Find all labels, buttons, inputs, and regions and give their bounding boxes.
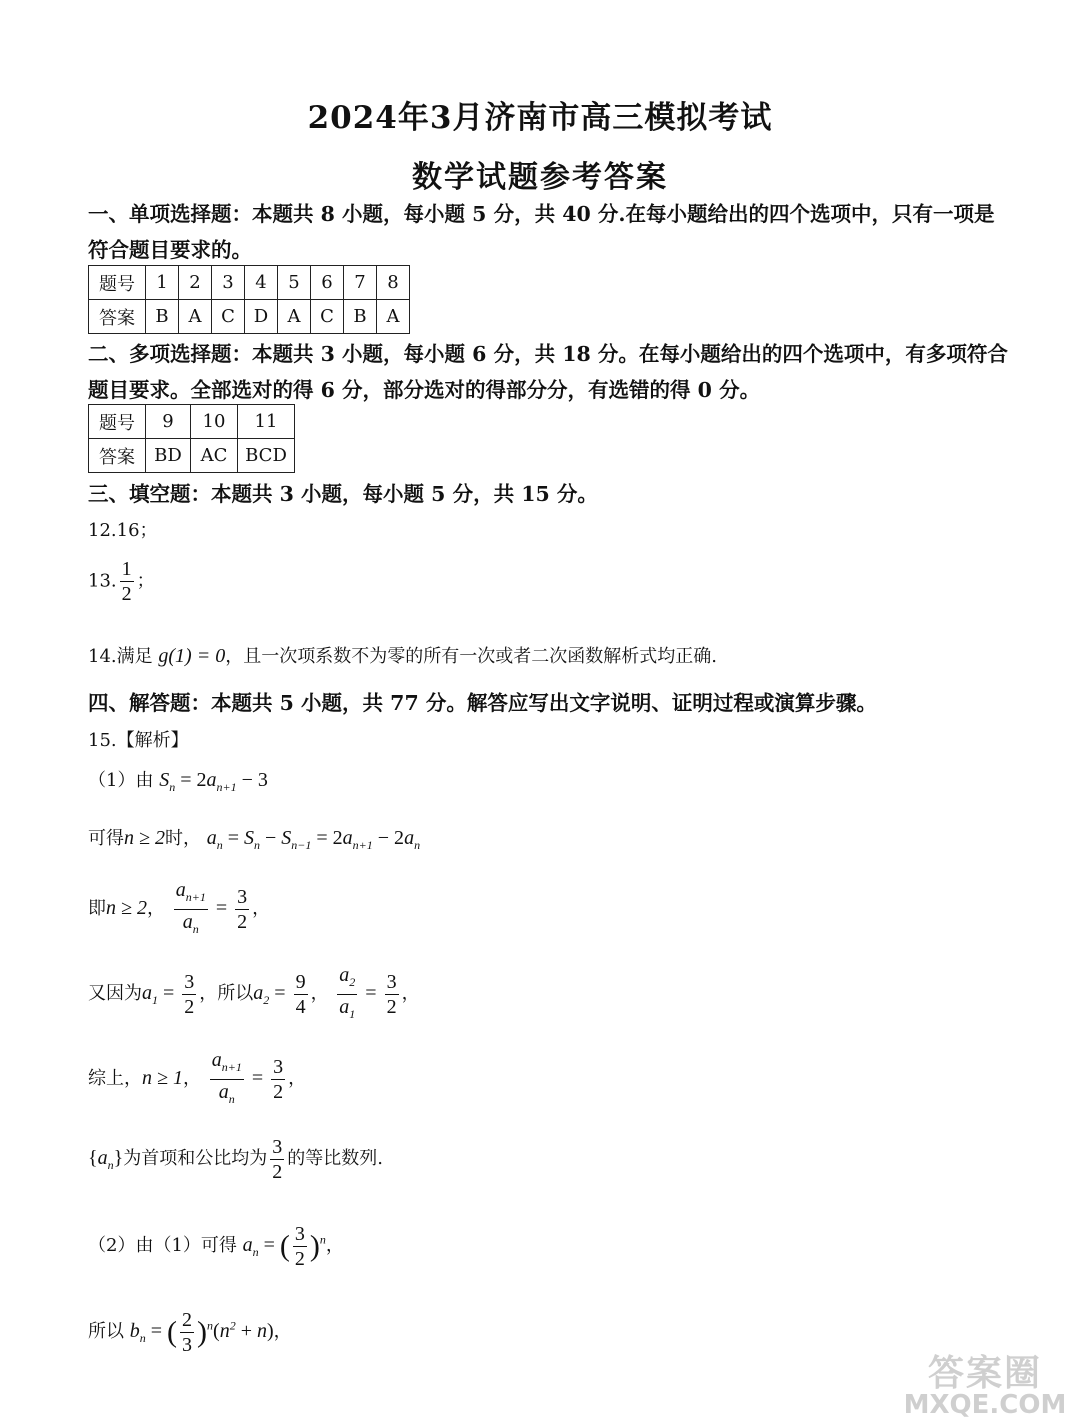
answer-cell: B xyxy=(344,300,377,334)
solution-line-2: 可得n ≥ 2时， $a_n = S_n - S_{n-1} = 2a_{n+1} - 2a_n$ xyxy=(88,827,421,852)
answer-cell: C xyxy=(311,300,344,334)
answer-12: 12.16； xyxy=(88,520,158,541)
row-label: 答案 xyxy=(89,300,146,334)
q15-title: 15.【解析】 xyxy=(88,730,189,751)
solution-line-4: 又因为$a_1$ = $\frac{3}{2}$ ，所以$a_2$ = $\frac{9}{4}$ ， $\frac{a_2}{a_1}$ = $\frac{3}{2}$ ， xyxy=(88,964,420,1021)
answer-cell: B xyxy=(146,300,179,334)
solution-line-5: 综上，n ≥ 1， $\frac{a_{n+1}}{a_n}$ = $\frac{3}{2}$ ， xyxy=(88,1049,307,1106)
solution-line-8: 所以 $b_n$ = ( $\frac{2}{3}$ )$^n(n^2 + n)$， xyxy=(88,1309,292,1356)
page-title: 2024年3月济南市高三模拟考试 xyxy=(307,100,773,136)
question-number: 3 xyxy=(212,266,245,300)
section1-answer-table xyxy=(88,265,410,334)
section3-heading: 三、填空题：本题共 3 小题，每小题 5 分，共 15 分。 xyxy=(88,482,598,506)
answer-13: 13. $\frac{1}{2}$ ； xyxy=(88,558,155,605)
answer-14: 14.满足 g(1) = 0，且一次项系数不为零的所有一次或者二次函数解析式均正确. xyxy=(88,645,717,667)
question-number: 4 xyxy=(245,266,278,300)
solution-line-1: （1）由 $S_n = 2a_{n+1} - 3$ xyxy=(88,769,268,794)
watermark-logo: 答案圈 MXQE.COM xyxy=(903,1353,1067,1420)
row-label: 题号 xyxy=(89,405,146,439)
answer-cell: A xyxy=(278,300,311,334)
page-subtitle: 数学试题参考答案 xyxy=(412,160,668,195)
answer-cell: C xyxy=(212,300,245,334)
question-number: 6 xyxy=(311,266,344,300)
question-number: 9 xyxy=(146,405,191,439)
section1-heading: 一、单项选择题：本题共 8 小题，每小题 5 分，共 40 分.在每小题给出的四个选项中，只有一项是符合题目要求的。 xyxy=(88,202,995,262)
question-number: 10 xyxy=(191,405,238,439)
question-number: 5 xyxy=(278,266,311,300)
fraction: $\frac{1}{2}$ xyxy=(121,558,132,605)
answer-cell: A xyxy=(377,300,410,334)
answer-cell: BD xyxy=(146,439,191,473)
table-row xyxy=(89,405,295,439)
question-number: 1 xyxy=(146,266,179,300)
answer-cell: D xyxy=(245,300,278,334)
question-number: 8 xyxy=(377,266,410,300)
solution-line-7: （2）由（1）可得 $a_n$ = ( $\frac{3}{2}$ )$^n$， xyxy=(88,1223,344,1270)
question-number: 7 xyxy=(344,266,377,300)
row-label: 题号 xyxy=(89,266,146,300)
row-label: 答案 xyxy=(89,439,146,473)
section4-heading: 四、解答题：本题共 5 小题，共 77 分。解答应写出文字说明、证明过程或演算步骤。 xyxy=(88,691,877,715)
section2-heading: 二、多项选择题：本题共 3 小题，每小题 6 分，共 18 分。在每小题给出的四个选项中，有多项符合题目要求。全部选对的得 6 分，部分选对的得部分分，有选错的得 0 分。 xyxy=(88,342,1008,402)
question-number: 2 xyxy=(179,266,212,300)
table-row xyxy=(89,439,295,473)
table-row xyxy=(89,300,410,334)
solution-line-6: $\{a_n\}$为首项和公比均为 $\frac{3}{2}$ 的等比数列. xyxy=(88,1136,383,1183)
section2-answer-table xyxy=(88,404,295,473)
question-number: 11 xyxy=(238,405,295,439)
answer-cell: A xyxy=(179,300,212,334)
table-row xyxy=(89,266,410,300)
answer-cell: BCD xyxy=(238,439,295,473)
solution-line-3: 即n ≥ 2， $\frac{a_{n+1}}{a_n}$ = $\frac{3}{2}$ ， xyxy=(88,879,271,936)
answer-cell: AC xyxy=(191,439,238,473)
